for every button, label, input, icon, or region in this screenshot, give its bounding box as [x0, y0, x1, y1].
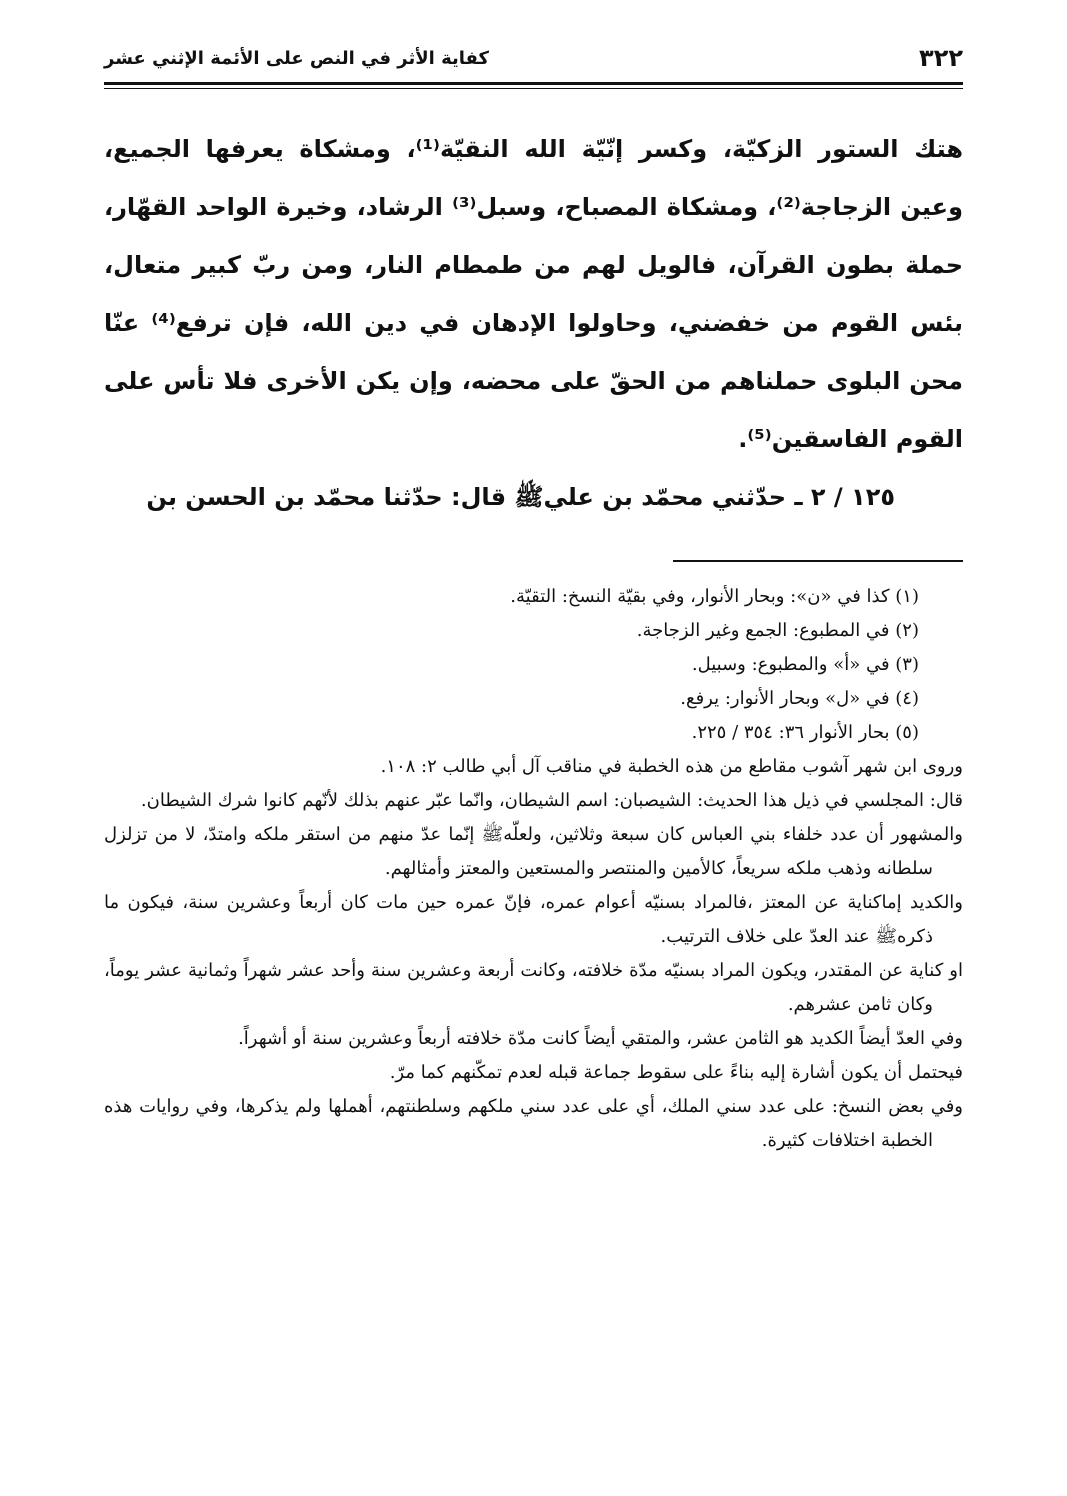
- footnotes-section: [104, 580, 963, 1158]
- header-rule-thick: [104, 82, 963, 85]
- commentary-paragraph: والكديد إماكناية عن المعتز ،فالمراد بسنيّه أعوام عمره، فإنّ عمره حين مات كان أربعاً وعشرين سنة، فيكون ما ذكرهﷺ عند العدّ على خلاف الترتيب.: [104, 892, 963, 947]
- commentary-paragraph: فيحتمل أن يكون أشارة إليه بناءً على سقوط جماعة قبله لعدم تمكّنهم كما مرّ.: [389, 1062, 963, 1083]
- footnote-5: (٥) بحار الأنوار ٣٦: ٣٥٤ / ٢٢٥.: [691, 722, 919, 743]
- commentary-paragraph: وفي العدّ أيضاً الكديد هو الثامن عشر، والمتقي أيضاً كانت مدّة خلافته أربعاً وعشرين سنة أو أشهراً.: [238, 1028, 963, 1049]
- commentary-paragraph: او كناية عن المقتدر، ويكون المراد بسنيّه مدّة خلافته، وكانت أربعة وعشرين سنة وأحد عشر شهراً وثمانية عشر يوماً، وكان ثامن عشرهم.: [104, 960, 963, 1015]
- commentary-paragraph: وروى ابن شهر آشوب مقاطع من هذه الخطبة في مناقب آل أبي طالب ٢: ١٠٨.: [380, 756, 963, 777]
- footnote-separator: [673, 560, 963, 562]
- commentary-paragraph: وفي بعض النسخ: على عدد سني الملك، أي على عدد سني ملكهم وسلطنتهم، أهملها ولم يذكرها، وفي روايات هذه الخطبة اختلافات كثيرة.: [104, 1096, 963, 1151]
- book-title: كفاية الأثر في النص على الأئمة الإثني عشر: [104, 48, 489, 69]
- commentary-paragraph: قال: المجلسي في ذيل هذا الحديث: الشيصبان: اسم الشيطان، وانّما عبّر عنهم بذلك لأنّهم كانوا شرك الشيطان.: [140, 790, 963, 811]
- hadith-start: ١٢٥ / ٢ ـ حدّثني محمّد بن عليﷺ قال: حدّثنا محمّد بن الحسن بن: [146, 483, 895, 511]
- running-header: [104, 40, 963, 80]
- main-text: [104, 120, 963, 526]
- footnote-1: (١) كذا في «ن»: وبحار الأنوار، وفي بقيّة النسخ: التقيّة.: [510, 586, 919, 607]
- page-number: ٣٢٢: [919, 44, 963, 72]
- footnote-4: (٤) في «ل» وبحار الأنوار: يرفع.: [680, 688, 919, 709]
- header-rule-thin: [104, 88, 963, 89]
- footnote-2: (٢) في المطبوع: الجمع وغير الزجاجة.: [636, 620, 919, 641]
- commentary-paragraph: والمشهور أن عدد خلفاء بني العباس كان سبعة وثلاثين، ولعلّهﷺ إنّما عدّ منهم من استقر ملكه وامتدّ، لا من تزلزل سلطانه وذهب ملكه سريعاً، كالأمين والمنتصر والمستعين والمعتز وأمثالهم.: [104, 824, 963, 879]
- footnote-3: (٣) في «أ» والمطبوع: وسبيل.: [691, 654, 919, 675]
- main-paragraph: هتك الستور الزكيّة، وكسر إنّيّة الله النقيّة⁽¹⁾، ومشكاة يعرفها الجميع، وعين الزجاجة⁽²⁾، ومشكاة المصباح، وسبل⁽³⁾ الرشاد، وخيرة الواحد القهّار، حملة بطون القرآن، فالويل لهم من طمطام النار، ومن ربّ كبير متعال، بئس القوم من خفضني، وحاولوا الإدهان في دين الله، فإن ترفع⁽⁴⁾ عنّا محن البلوى حملناهم من الحقّ على محضه، وإن يكن الأخرى فلا تأس على القوم الفاسقين⁽⁵⁾.: [104, 135, 964, 453]
